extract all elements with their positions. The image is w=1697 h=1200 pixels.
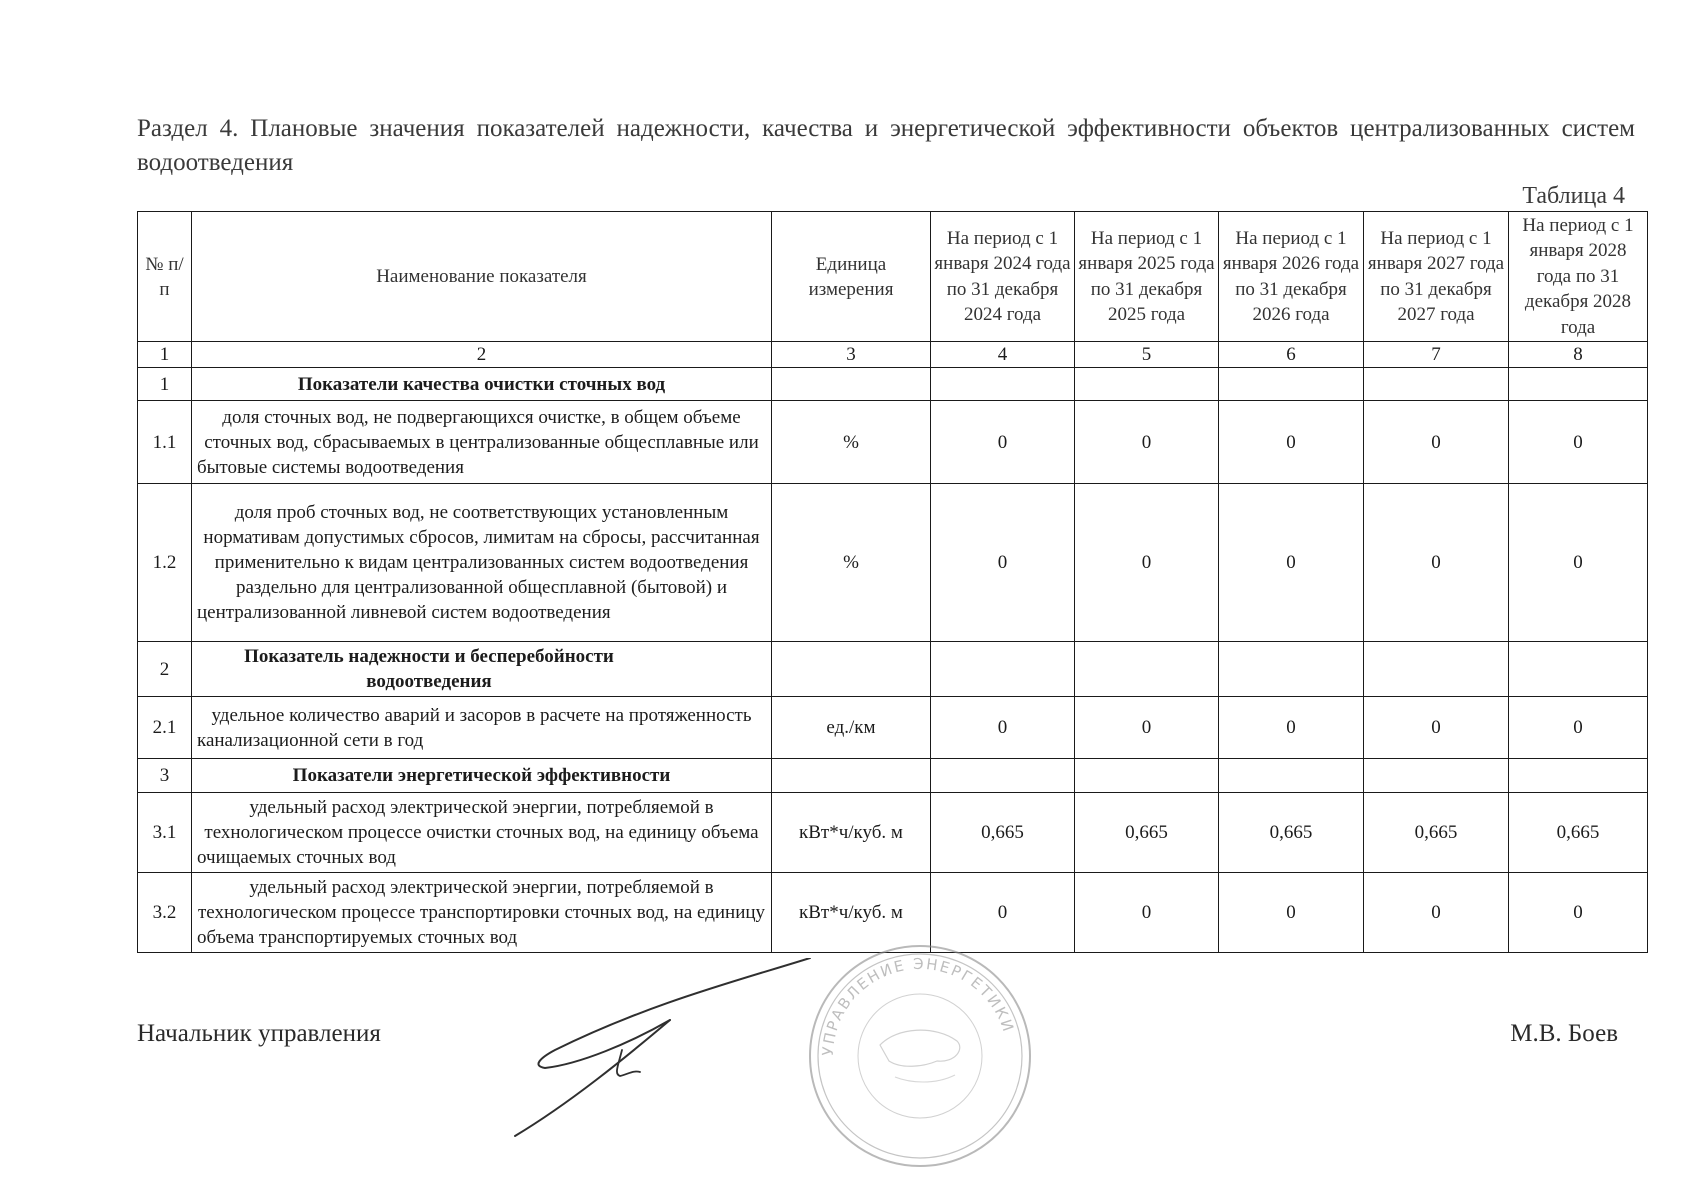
section-row <box>138 642 1648 697</box>
signature-position: Начальник управления <box>137 1020 381 1047</box>
value-cell: 0 <box>931 484 1075 642</box>
header-period-2024: На период с 1 января 2024 года по 31 декабря 2024 года <box>931 212 1075 342</box>
header-name: Наименование показателя <box>192 212 772 342</box>
table-row <box>138 401 1648 484</box>
column-number: 5 <box>1075 342 1219 368</box>
empty-cell <box>1219 642 1364 697</box>
row-number: 3.1 <box>138 793 192 873</box>
value-cell: 0 <box>1509 484 1648 642</box>
indicator-name: удельный расход электрической энергии, потребляемой в технологическом процессе транспортировки сточных вод, на единицу объема транспортируемых сточных вод <box>192 873 772 953</box>
value-cell: 0 <box>1075 484 1219 642</box>
table-row <box>138 873 1648 953</box>
value-cell: 0 <box>1364 484 1509 642</box>
unit-cell: % <box>772 484 931 642</box>
value-cell: 0 <box>1219 873 1364 953</box>
indicator-name: доля проб сточных вод, не соответствующих установленным нормативам допустимых сбросов, лимитам на сбросы, рассчитанная применительно к видам централизованных систем водоотведения раздельно для централизованной общесплавной (бытовой) и централизованной ливневой систем водоотведения <box>192 484 772 642</box>
row-number: 2.1 <box>138 697 192 759</box>
indicator-name: удельное количество аварий и засоров в расчете на протяженность канализационной сети в год <box>192 697 772 759</box>
header-period-2026: На период с 1 января 2026 года по 31 декабря 2026 года <box>1219 212 1364 342</box>
empty-cell <box>1364 642 1509 697</box>
row-number: 1.1 <box>138 401 192 484</box>
section-title: Показатели качества очистки сточных вод <box>192 368 772 401</box>
empty-cell <box>1364 368 1509 401</box>
column-number: 8 <box>1509 342 1648 368</box>
table-row <box>138 484 1648 642</box>
column-number: 3 <box>772 342 931 368</box>
empty-cell <box>931 368 1075 401</box>
value-cell: 0 <box>1219 697 1364 759</box>
handwritten-signature <box>510 958 830 1138</box>
value-cell: 0 <box>931 697 1075 759</box>
empty-cell <box>931 642 1075 697</box>
unit-cell: % <box>772 401 931 484</box>
value-cell: 0 <box>1364 697 1509 759</box>
row-number: 2 <box>138 642 192 697</box>
value-cell: 0 <box>1219 484 1364 642</box>
seal-text: УПРАВЛЕНИЕ ЭНЕРГЕТИКИ <box>818 954 1018 1057</box>
empty-cell <box>772 642 931 697</box>
empty-cell <box>1509 368 1648 401</box>
value-cell: 0,665 <box>1219 793 1364 873</box>
signature-name: М.В. Боев <box>1510 1020 1618 1047</box>
row-number: 3.2 <box>138 873 192 953</box>
empty-cell <box>1075 759 1219 793</box>
empty-cell <box>1075 642 1219 697</box>
value-cell: 0 <box>931 401 1075 484</box>
section-heading: Раздел 4. Плановые значения показателей надежности, качества и энергетической эффективности объектов централизованных систем водоотведения <box>137 115 1635 176</box>
row-number: 1.2 <box>138 484 192 642</box>
row-number: 3 <box>138 759 192 793</box>
empty-cell <box>931 759 1075 793</box>
header-unit: Единица измерения <box>772 212 931 342</box>
empty-cell <box>1364 759 1509 793</box>
value-cell: 0,665 <box>1075 793 1219 873</box>
value-cell: 0,665 <box>1364 793 1509 873</box>
section-row <box>138 368 1648 401</box>
section-row <box>138 759 1648 793</box>
value-cell: 0 <box>1509 401 1648 484</box>
empty-cell <box>1509 759 1648 793</box>
column-number: 4 <box>931 342 1075 368</box>
value-cell: 0 <box>1509 697 1648 759</box>
value-cell: 0 <box>1219 401 1364 484</box>
value-cell: 0 <box>1364 873 1509 953</box>
official-seal <box>805 945 1035 1167</box>
column-number: 6 <box>1219 342 1364 368</box>
table-label: Таблица 4 <box>1522 183 1625 209</box>
empty-cell <box>772 759 931 793</box>
header-row <box>138 212 1648 342</box>
header-period-2028: На период с 1 января 2028 года по 31 декабря 2028 года <box>1509 212 1648 342</box>
header-period-2025: На период с 1 января 2025 года по 31 декабря 2025 года <box>1075 212 1219 342</box>
empty-cell <box>772 368 931 401</box>
indicators-table <box>137 211 1648 953</box>
unit-cell: кВт*ч/куб. м <box>772 873 931 953</box>
table-row <box>138 793 1648 873</box>
empty-cell <box>1509 642 1648 697</box>
indicator-name: удельный расход электрической энергии, потребляемой в технологическом процессе очистки сточных вод, на единицу объема очищаемых сточных вод <box>192 793 772 873</box>
column-number: 2 <box>192 342 772 368</box>
value-cell: 0,665 <box>931 793 1075 873</box>
section-title: Показатель надежности и бесперебойности водоотведения <box>192 642 772 697</box>
row-number: 1 <box>138 368 192 401</box>
empty-cell <box>1075 368 1219 401</box>
section-title: Показатели энергетической эффективности <box>192 759 772 793</box>
value-cell: 0 <box>931 873 1075 953</box>
unit-cell: ед./км <box>772 697 931 759</box>
value-cell: 0 <box>1075 401 1219 484</box>
value-cell: 0,665 <box>1509 793 1648 873</box>
value-cell: 0 <box>1509 873 1648 953</box>
table-row <box>138 697 1648 759</box>
column-number: 1 <box>138 342 192 368</box>
header-period-2027: На период с 1 января 2027 года по 31 декабря 2027 года <box>1364 212 1509 342</box>
value-cell: 0 <box>1075 873 1219 953</box>
indicator-name: доля сточных вод, не подвергающихся очистке, в общем объеме сточных вод, сбрасываемых в централизованные общесплавные или бытовые системы водоотведения <box>192 401 772 484</box>
header-num: № п/п <box>138 212 192 342</box>
unit-cell: кВт*ч/куб. м <box>772 793 931 873</box>
value-cell: 0 <box>1364 401 1509 484</box>
value-cell: 0 <box>1075 697 1219 759</box>
empty-cell <box>1219 759 1364 793</box>
empty-cell <box>1219 368 1364 401</box>
column-number: 7 <box>1364 342 1509 368</box>
column-number-row <box>138 342 1648 368</box>
